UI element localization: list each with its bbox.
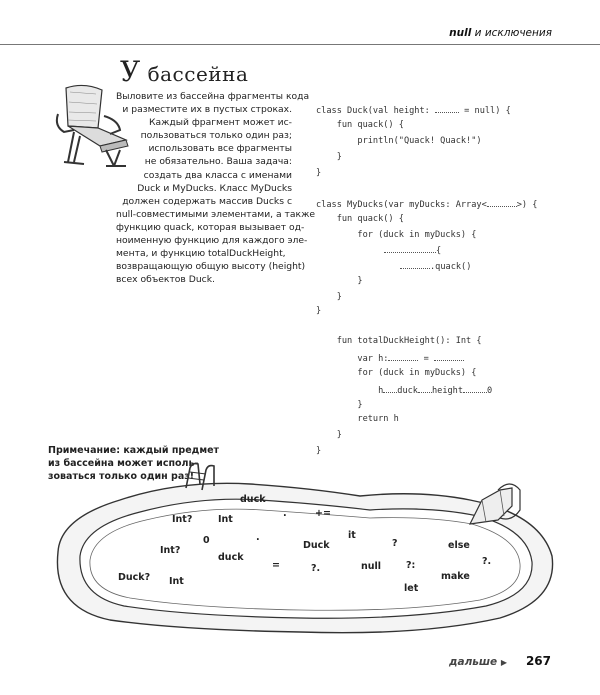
code-blank <box>463 384 487 393</box>
next-page-link[interactable]: дальше ▶ <box>449 656 507 668</box>
pool-magnet[interactable]: ?: <box>406 560 416 571</box>
code-line: var h: = <box>316 352 464 365</box>
code-line: } <box>316 400 363 410</box>
instr-line: мента, и функцию totalDuckHeight, <box>116 248 286 260</box>
code-line: } <box>316 152 342 162</box>
instr-line: пользоваться только один раз; <box>140 130 292 142</box>
code-line: for (duck in myDucks) { <box>316 368 477 378</box>
code-blank <box>487 198 517 207</box>
page-title: У бассейна <box>120 55 249 88</box>
code-blank <box>434 352 464 361</box>
instr-line: Duck и MyDucks. Класс MyDucks <box>137 182 292 194</box>
pool-magnet[interactable]: . <box>283 508 287 519</box>
instr-line: null-совместимыми элементами, а также <box>116 208 316 220</box>
instr-line: Каждый фрагмент может ис- <box>148 117 292 129</box>
instr-line: ноименную функцию для каждого эле- <box>116 235 308 247</box>
code-line: fun quack() { <box>316 120 404 130</box>
pool-magnet[interactable]: += <box>315 508 331 519</box>
pool-magnet[interactable]: . <box>256 532 260 543</box>
code-blank <box>388 352 418 361</box>
code-blank <box>384 244 436 253</box>
code-line: } <box>316 446 322 456</box>
code-line: h duck height 0 <box>316 386 493 396</box>
code-blank <box>435 104 459 113</box>
pool-magnet[interactable]: ? <box>392 538 398 549</box>
pool-magnet[interactable]: make <box>441 571 470 582</box>
pool-magnet[interactable]: ?. <box>311 563 321 574</box>
pool-magnet[interactable]: ?. <box>482 556 492 567</box>
header-rule <box>0 44 600 45</box>
pool-magnet[interactable]: duck <box>240 494 266 505</box>
code-line: } <box>316 306 322 316</box>
pool-magnet[interactable]: Int <box>169 576 184 587</box>
instr-line: не обязательно. Ваша задача: <box>144 156 292 168</box>
arrow-right-icon: ▶ <box>500 658 507 667</box>
page-number: 267 <box>525 654 551 668</box>
pool-magnet[interactable]: let <box>404 583 419 594</box>
code-line: } <box>316 430 342 440</box>
pool-magnet[interactable]: null <box>361 561 382 572</box>
code-line: } <box>316 276 363 286</box>
note-line: из бассейна может исполь- <box>48 458 199 469</box>
code-line: } <box>316 168 322 178</box>
note-line: Примечание: каждый предмет <box>48 445 220 456</box>
instr-line: использовать все фрагменты <box>148 143 292 155</box>
instr-line: создать два класса с именами <box>143 169 292 181</box>
code-blank <box>383 384 397 393</box>
pool-magnet[interactable]: else <box>448 540 470 551</box>
code-line: println("Quack! Quack!") <box>316 136 482 146</box>
pool-illustration <box>0 460 600 640</box>
code-line: class MyDucks(var myDucks: Array< >) { <box>316 200 538 210</box>
instr-line: всех объектов Duck. <box>116 274 215 286</box>
running-header: null и исключения <box>449 27 552 39</box>
instr-line: возвращающую общую высоту (height) <box>116 261 306 273</box>
pool-magnet[interactable]: Duck <box>303 540 330 551</box>
pool-magnet[interactable]: = <box>272 560 280 571</box>
pool-magnet[interactable]: 0 <box>203 535 210 546</box>
instr-line: и разместите их в пустых строках. <box>122 104 292 116</box>
code-line: for (duck in myDucks) { <box>316 230 477 240</box>
code-line: .quack() <box>400 260 471 273</box>
code-line: return h <box>316 414 399 424</box>
code-blank <box>418 384 432 393</box>
code-line: { <box>384 244 441 257</box>
note-line: зоваться только один раз! <box>48 471 195 482</box>
instr-line: функцию quack, которая вызывает од- <box>116 221 305 233</box>
code-blank <box>400 260 430 269</box>
instr-line: Выловите из бассейна фрагменты кода <box>116 91 310 102</box>
instr-line: должен содержать массив Ducks с <box>122 195 292 207</box>
code-line: class Duck(val height: = null) { <box>316 106 511 116</box>
code-line: fun totalDuckHeight(): Int { <box>316 336 482 346</box>
pool-magnet[interactable]: Int <box>218 514 233 525</box>
pool-magnet[interactable]: Duck? <box>118 572 151 583</box>
pool-magnet[interactable]: duck <box>218 552 244 563</box>
pool-magnet[interactable]: it <box>348 530 356 541</box>
pool-magnet[interactable]: Int? <box>160 545 181 556</box>
pool-magnet[interactable]: Int? <box>172 514 193 525</box>
code-line: fun quack() { <box>316 214 404 224</box>
instructions-text <box>116 90 316 286</box>
code-line: } <box>316 292 342 302</box>
